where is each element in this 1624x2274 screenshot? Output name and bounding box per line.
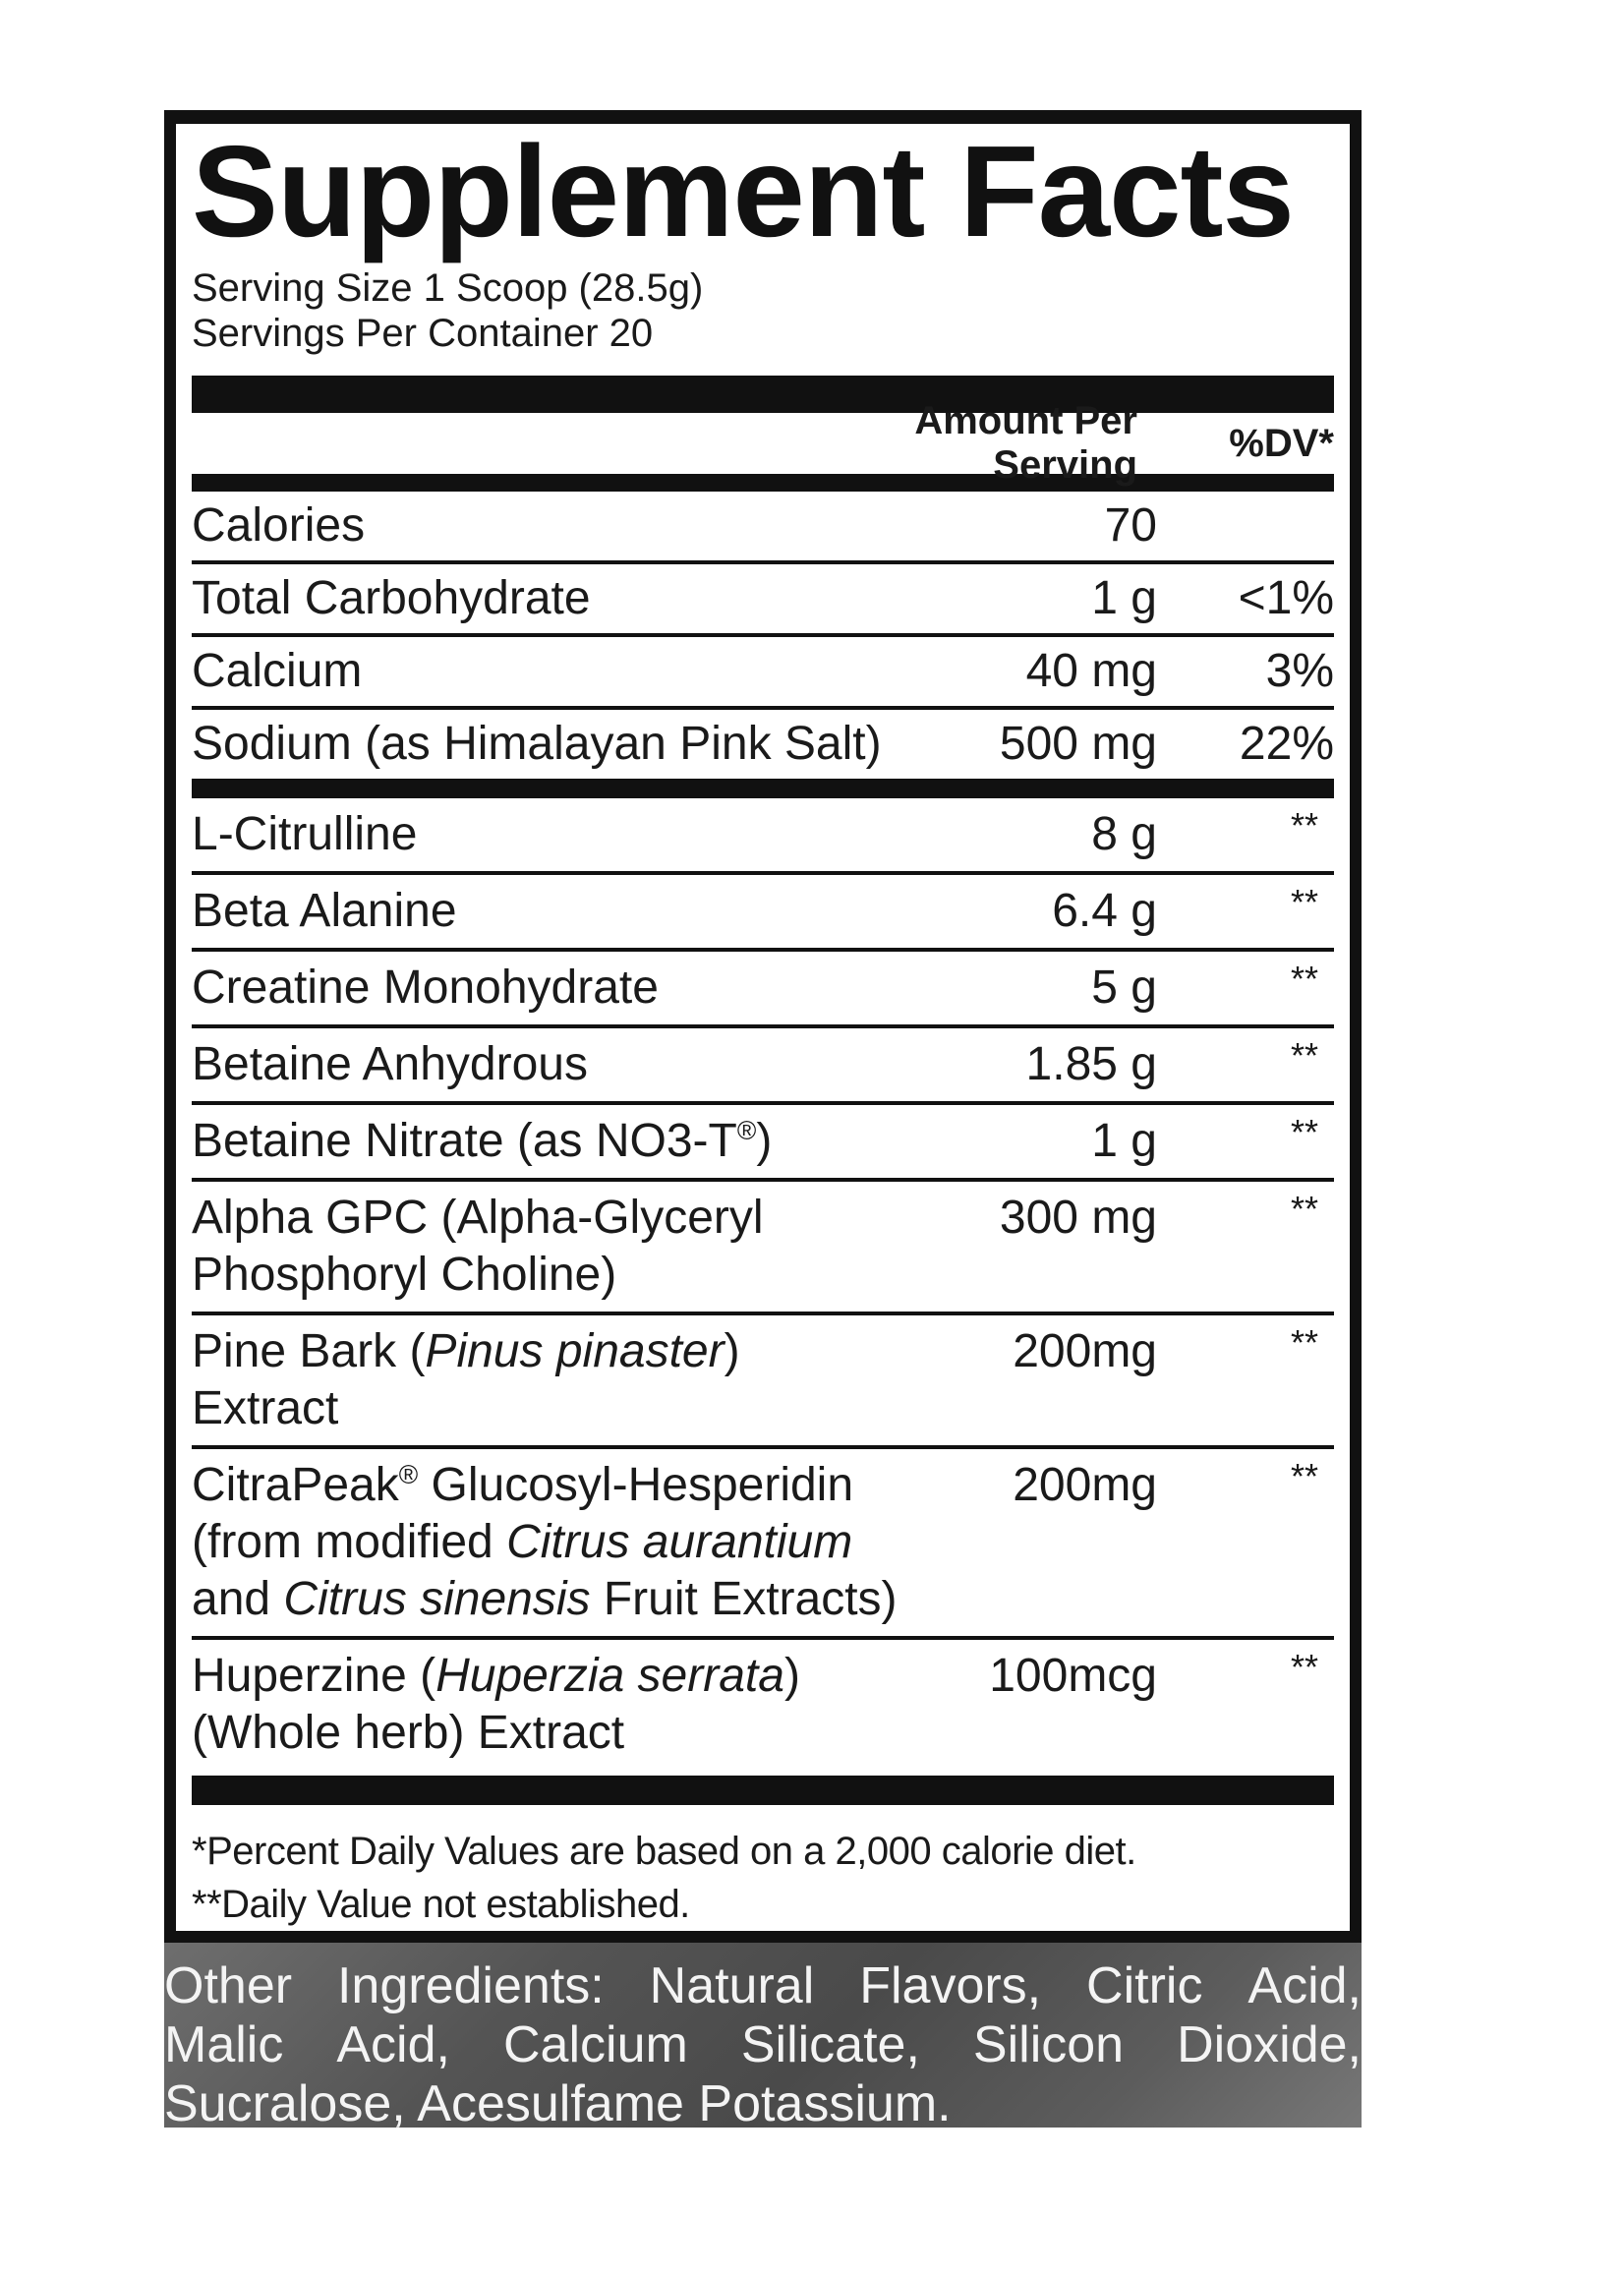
table-row (192, 875, 1334, 952)
name-part: ) (756, 1115, 773, 1167)
name-part: Pine Bark ( (192, 1325, 426, 1377)
row-amount: 200mg (1013, 1325, 1157, 1377)
table-row (192, 1640, 1334, 1770)
table-row (192, 710, 1334, 779)
row-name (192, 1113, 911, 1170)
name-part: Glucosyl-Hesperidin (418, 1459, 854, 1511)
table-row (192, 952, 1334, 1028)
table-row (192, 1182, 1334, 1315)
row-name: Sodium (as Himalayan Pink Salt) (192, 718, 882, 770)
name-part: CitraPeak (192, 1459, 399, 1511)
latin-name: Citrus aurantium (506, 1516, 853, 1568)
other-ingredients-line (164, 2015, 1362, 2074)
word: Acid, (336, 2016, 450, 2073)
name-part: ) (724, 1325, 740, 1377)
row-amount: 1 g (1091, 1115, 1157, 1167)
row-dv: ** (1290, 1035, 1318, 1076)
table-row (192, 1315, 1334, 1449)
word: Other (164, 1957, 293, 2014)
label-title: Supplement Facts (192, 119, 1294, 263)
name-part: (from modified (192, 1516, 507, 1568)
row-dv: ** (1290, 1456, 1318, 1496)
registered-mark: ® (398, 1460, 419, 1489)
row-name: Calories (192, 499, 366, 552)
table-row (192, 564, 1334, 637)
serving-info (192, 265, 1334, 356)
name-line: Alpha GPC (Alpha-Glyceryl (192, 1192, 764, 1244)
row-dv: 22% (1239, 718, 1334, 770)
row-amount: 5 g (1091, 962, 1157, 1014)
row-name: Betaine Anhydrous (192, 1038, 588, 1090)
row-name (192, 1190, 911, 1304)
table-row (192, 1028, 1334, 1105)
word: Silicon (972, 2016, 1125, 2073)
name-part: and (192, 1573, 284, 1625)
header-amount: Amount Per Serving (914, 399, 1137, 487)
row-amount: 200mg (1013, 1459, 1157, 1511)
table-row (192, 798, 1334, 875)
row-amount: 40 mg (1025, 645, 1157, 697)
name-line: (Whole herb) Extract (192, 1707, 625, 1759)
name-part: Betaine Nitrate (as NO3-T (192, 1115, 737, 1167)
row-dv: ** (1290, 959, 1318, 999)
footnote-dv: *Percent Daily Values are based on a 2,000 calorie diet. (192, 1830, 1136, 1873)
other-ingredients-line (164, 1956, 1362, 2015)
row-amount: 1.85 g (1025, 1038, 1157, 1090)
nutrient-rows (192, 492, 1334, 779)
row-dv: <1% (1238, 572, 1334, 624)
row-dv: ** (1290, 1189, 1318, 1229)
footnotes (192, 1825, 1334, 1931)
row-amount: 8 g (1091, 808, 1157, 860)
row-amount: 1 g (1091, 572, 1157, 624)
row-name (192, 1648, 911, 1762)
row-dv (1157, 497, 1334, 554)
row-amount: 300 mg (999, 1192, 1157, 1244)
word: Ingredients: (336, 1957, 605, 2014)
name-line (192, 1648, 911, 1705)
column-header (192, 399, 1334, 487)
table-row (192, 637, 1334, 710)
other-ingredients-line: Sucralose, Acesulfame Potassium. (164, 2075, 952, 2128)
other-ingredients (164, 1943, 1362, 2128)
name-part: ) (783, 1650, 800, 1702)
row-dv: ** (1290, 1112, 1318, 1152)
word: Silicate, (740, 2016, 920, 2073)
row-dv: ** (1290, 882, 1318, 922)
word: Malic (164, 2016, 284, 2073)
table-row (192, 1449, 1334, 1640)
latin-name: Huperzia serrata (435, 1650, 784, 1702)
word: Calcium (502, 2016, 688, 2073)
row-dv: ** (1290, 1322, 1318, 1363)
name-part: Fruit Extracts) (590, 1573, 898, 1625)
name-line: Extract (192, 1382, 339, 1434)
row-amount: 6.4 g (1052, 885, 1157, 937)
name-part: Huperzine ( (192, 1650, 436, 1702)
row-amount: 70 (1104, 499, 1157, 552)
divider-medium (192, 1776, 1334, 1805)
latin-name: Pinus pinaster (425, 1325, 725, 1377)
name-line (192, 1457, 911, 1514)
name-line: Phosphoryl Choline) (192, 1249, 617, 1301)
footnote-not-established: **Daily Value not established. (192, 1883, 690, 1926)
row-name: Creatine Monohydrate (192, 962, 659, 1014)
name-line (192, 1571, 911, 1628)
ingredient-rows (192, 798, 1334, 1770)
word: Dioxide, (1177, 2016, 1362, 2073)
row-dv: ** (1290, 805, 1318, 845)
row-amount: 500 mg (999, 718, 1157, 770)
latin-name: Citrus sinensis (283, 1573, 591, 1625)
divider-medium (192, 779, 1334, 798)
row-name (192, 1323, 911, 1437)
row-dv: ** (1290, 1647, 1318, 1687)
servings-per-container: Servings Per Container 20 (192, 312, 654, 355)
row-name: Calcium (192, 645, 363, 697)
registered-mark: ® (736, 1116, 757, 1145)
row-name (192, 1457, 911, 1628)
row-name: L-Citrulline (192, 808, 418, 860)
name-line (192, 1514, 911, 1571)
word: Citric (1086, 1957, 1203, 2014)
supplement-facts-panel (164, 110, 1362, 1943)
row-name: Beta Alanine (192, 885, 457, 937)
table-row (192, 1105, 1334, 1182)
serving-size: Serving Size 1 Scoop (28.5g) (192, 266, 704, 310)
row-amount: 100mcg (989, 1650, 1157, 1702)
word: Acid, (1247, 1957, 1362, 2014)
row-dv: 3% (1265, 645, 1334, 697)
row-name: Total Carbohydrate (192, 572, 591, 624)
word: Flavors, (859, 1957, 1042, 2014)
table-row (192, 492, 1334, 564)
header-dv: %DV* (1229, 421, 1334, 465)
word: Natural (649, 1957, 815, 2014)
name-line (192, 1323, 911, 1380)
